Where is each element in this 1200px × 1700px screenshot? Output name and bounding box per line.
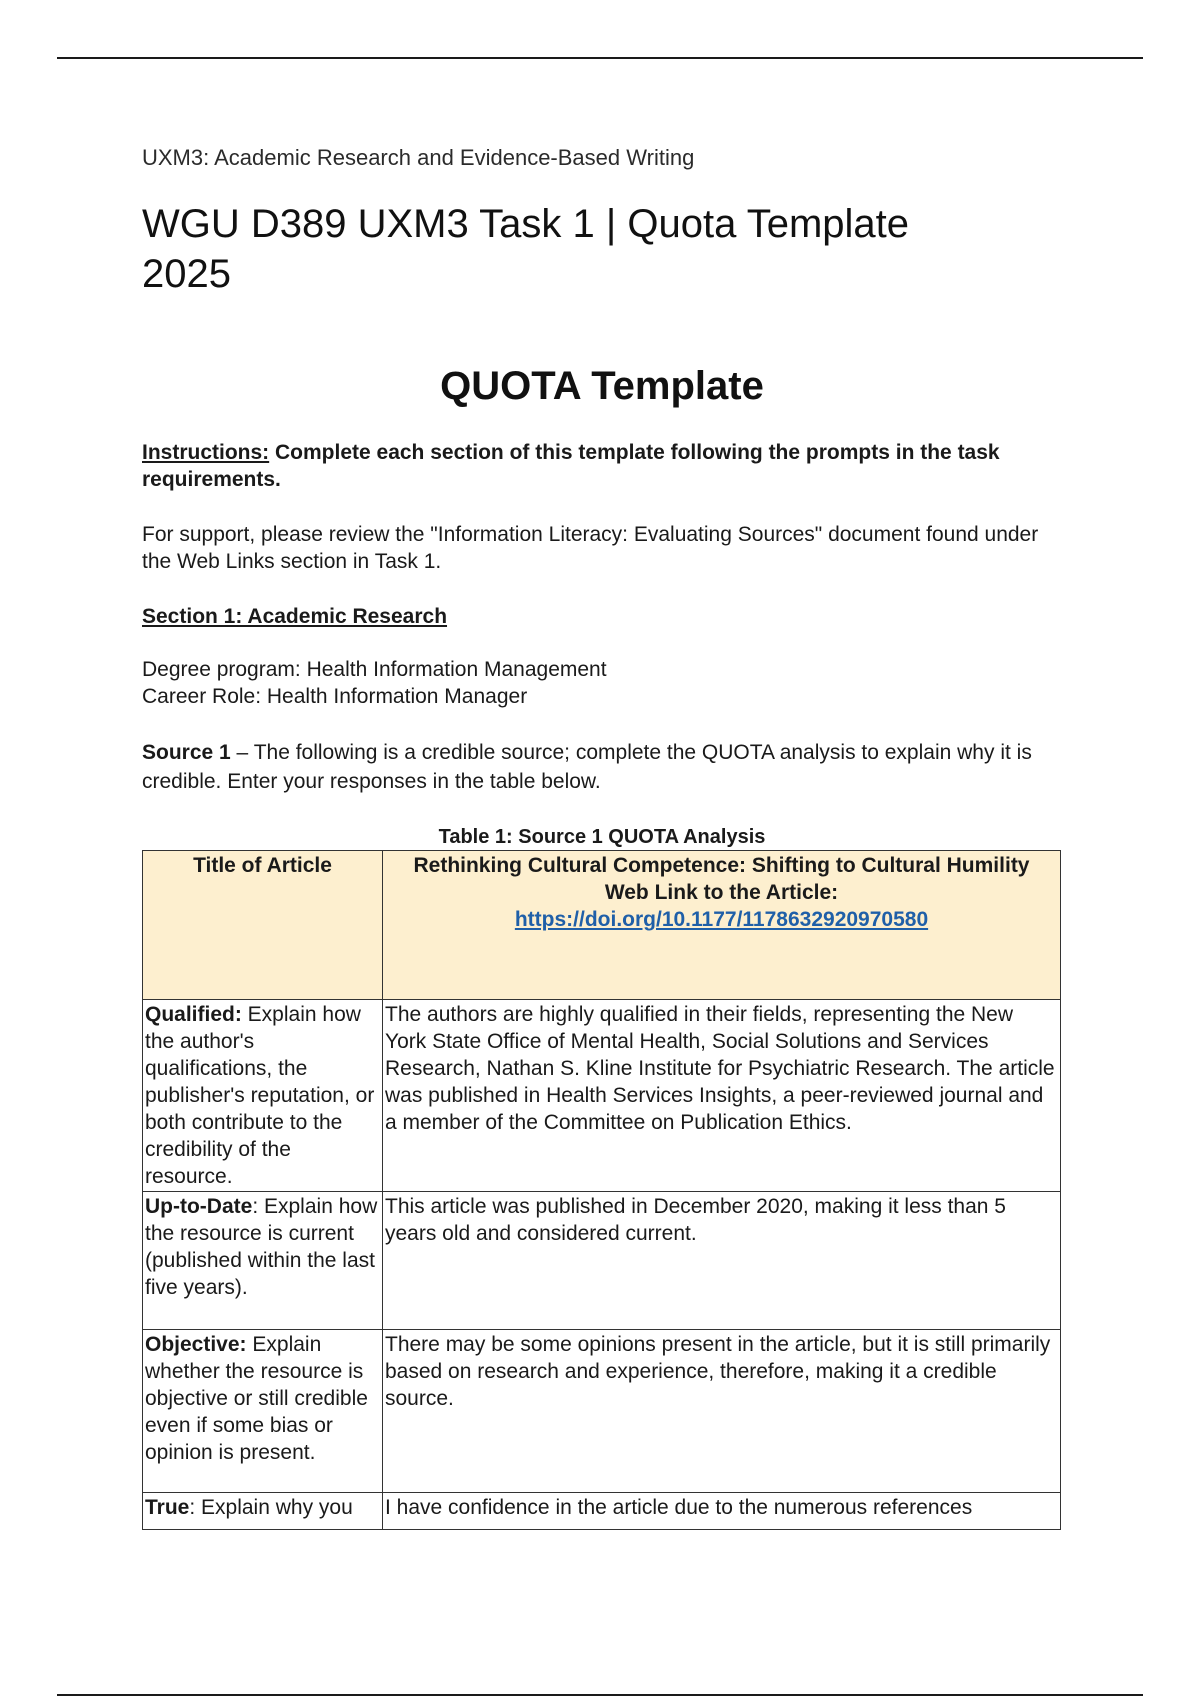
criterion-prompt: : Explain how the resource is current (published within the last five years). (145, 1195, 378, 1299)
criterion-cell (143, 1192, 383, 1330)
career-role: Career Role: Health Information Manager (142, 685, 528, 708)
criterion-prompt: Explain whether the resource is objective or still credible even if some bias or opinion is present. (145, 1333, 368, 1464)
criterion-label: Objective: (145, 1333, 247, 1356)
template-title: QUOTA Template (440, 364, 764, 408)
response-cell: There may be some opinions present in the article, but it is still primarily based on research and experience, therefore, making it a credible source. (383, 1330, 1061, 1493)
program-info (142, 656, 1062, 710)
table-caption: Table 1: Source 1 QUOTA Analysis (438, 826, 766, 848)
criterion-prompt: Explain how the author's qualifications, the publisher's reputation, or both contribute to the credibility of the resource. (145, 1003, 375, 1188)
instructions-text: Complete each section of this template following the prompts in the task requirements. (142, 441, 1000, 491)
criterion-label: Qualified: (145, 1003, 242, 1026)
table-header-row (143, 851, 1061, 1000)
document-page (142, 143, 1062, 1530)
article-info-cell (383, 851, 1061, 1000)
article-title: Rethinking Cultural Competence: Shifting to Cultural Humility (413, 854, 1030, 877)
table-row-true (143, 1493, 1061, 1530)
article-link[interactable]: https://doi.org/10.1177/1178632920970580 (514, 908, 929, 931)
criterion-label: Up-to-Date (145, 1195, 253, 1218)
title-of-article-label: Title of Article (143, 851, 383, 1000)
course-line: UXM3: Academic Research and Evidence-Based Writing (142, 145, 695, 170)
source-1-lead: Source 1 (142, 741, 231, 764)
criterion-cell (143, 1330, 383, 1493)
document-title: WGU D389 UXM3 Task 1 | Quota Template 2025 (142, 202, 910, 296)
criterion-prompt: : Explain why you (189, 1496, 353, 1519)
response-cell: I have confidence in the article due to the numerous references (383, 1493, 1061, 1530)
table-row-up-to-date (143, 1192, 1061, 1330)
quota-analysis-table (142, 850, 1061, 1530)
bottom-rule (57, 1694, 1143, 1696)
table-row-objective (143, 1330, 1061, 1493)
criterion-cell (143, 1493, 383, 1530)
instructions-lead: Instructions: (142, 441, 270, 464)
source-1-text: – The following is a credible source; complete the QUOTA analysis to explain why it is credible. Enter your responses in the table below. (142, 741, 1032, 793)
web-link-label: Web Link to the Article: (604, 881, 839, 904)
top-rule (57, 57, 1143, 59)
criterion-label: True (145, 1496, 190, 1519)
instructions (142, 439, 1062, 493)
response-cell: This article was published in December 2020, making it less than 5 years old and considered current. (383, 1192, 1061, 1330)
section-1-heading: Section 1: Academic Research (142, 605, 448, 628)
table-row-qualified (143, 1000, 1061, 1192)
source-1-intro (142, 738, 1062, 796)
criterion-cell (143, 1000, 383, 1192)
support-text: For support, please review the "Information Literacy: Evaluating Sources" document found under the Web Links section in Task 1. (142, 523, 1039, 573)
response-cell: The authors are highly qualified in their fields, representing the New York State Office of Mental Health, Social Solutions and Services Research, Nathan S. Kline Institute for Psychiatric Research. The article was published in Health Services Insights, a peer-reviewed journal and a member of the Committee on Publication Ethics. (383, 1000, 1061, 1192)
degree-program: Degree program: Health Information Management (142, 658, 607, 681)
